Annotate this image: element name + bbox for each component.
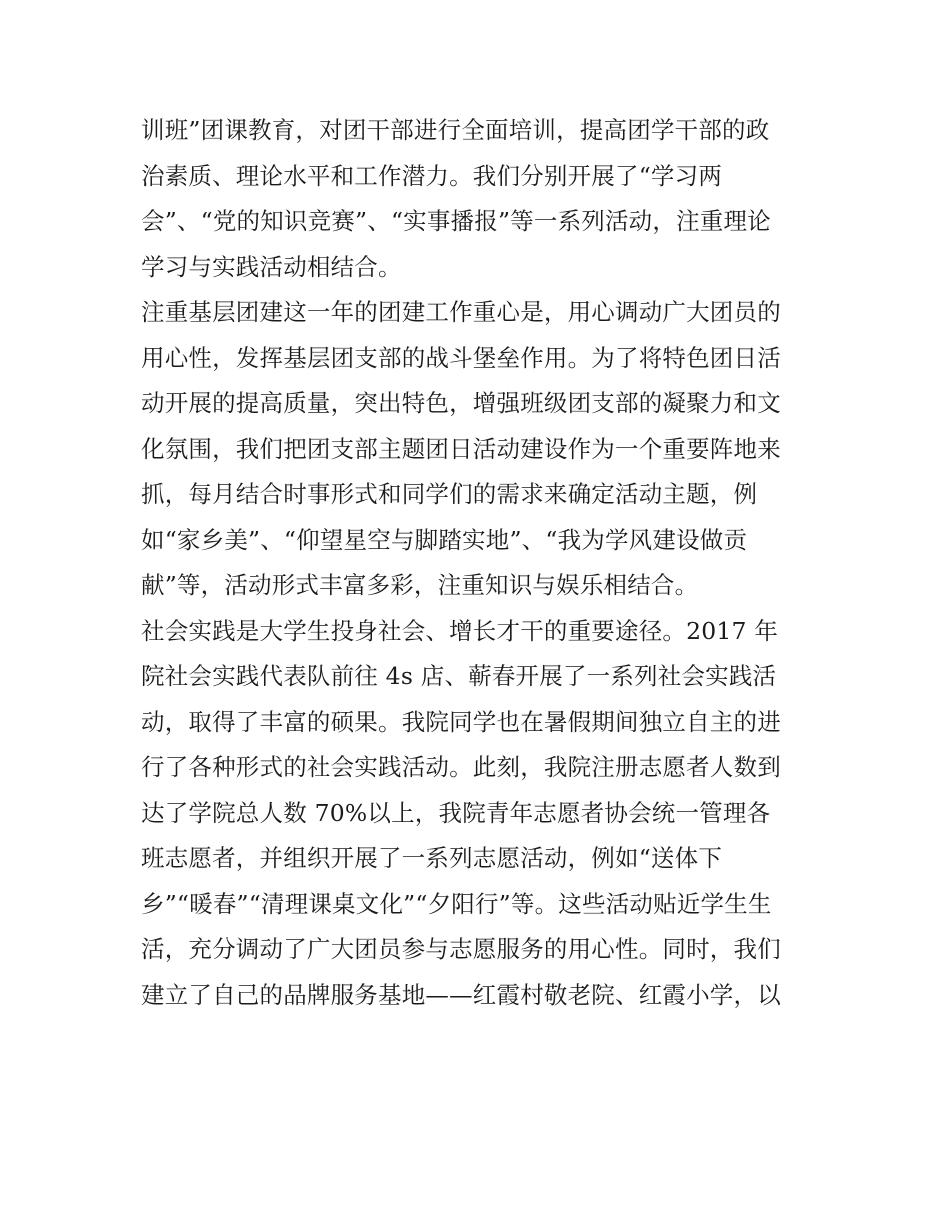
text-line: 动开展的提高质量，突出特色，增强班级团支部的凝聚力和文 [141,389,781,417]
text-line: 行了各种形式的社会实践活动。此刻，我院注册志愿者人数到 [141,753,781,781]
text-line: 班志愿者，并组织开展了一系列志愿活动，例如“送体下 [141,844,723,872]
body-text [141,108,821,1018]
text-line: 治素质、理论水平和工作潜力。我们分别开展了“学习两 [141,161,723,190]
text-line: 用心性，发挥基层团支部的战斗堡垒作用。为了将特色团日活 [141,343,781,372]
text-line: 学习与实践活动相结合。 [141,252,402,281]
text-line: 如“家乡美”、“仰望星空与脚踏实地”、“我为学风建设做贡 [141,525,748,554]
text-line: 社会实践是大学生投身社会、增长才干的重要途径。2017 年 [141,616,779,645]
text-line: 化氛围，我们把团支部主题团日活动建设作为一个重要阵地来 [141,434,781,463]
text-line: 院社会实践代表队前往 4s 店、蕲春开展了一系列社会实践活 [141,662,777,690]
text-line: 乡”“暖春”“清理课桌文化”“夕阳行”等。这些活动贴近学生生 [141,889,772,918]
text-line: 献”等，活动形式丰富多彩，注重知识与娱乐相结合。 [141,571,699,599]
text-line: 训班”团课教育，对团干部进行全面培训，提高团学干部的政 [141,116,770,144]
text-line: 会”、“党的知识竞赛”、“实事播报”等一系列活动，注重理论 [141,207,771,235]
text-line: 动，取得了丰富的硕果。我院同学也在暑假期间独立自主的进 [141,707,781,736]
text-line: 抓，每月结合时事形式和同学们的需求来确定活动主题，例 [141,480,758,508]
text-line: 注重基层团建这一年的团建工作重心是，用心调动广大团员的 [141,298,781,326]
text-line: 活，充分调动了广大团员参与志愿服务的用心性。同时，我们 [141,935,781,963]
text-line: 建立了自己的品牌服务基地——红霞村敬老院、红霞小学，以 [141,980,781,1009]
text-line: 达了学院总人数 70%以上，我院青年志愿者协会统一管理各 [141,798,771,827]
